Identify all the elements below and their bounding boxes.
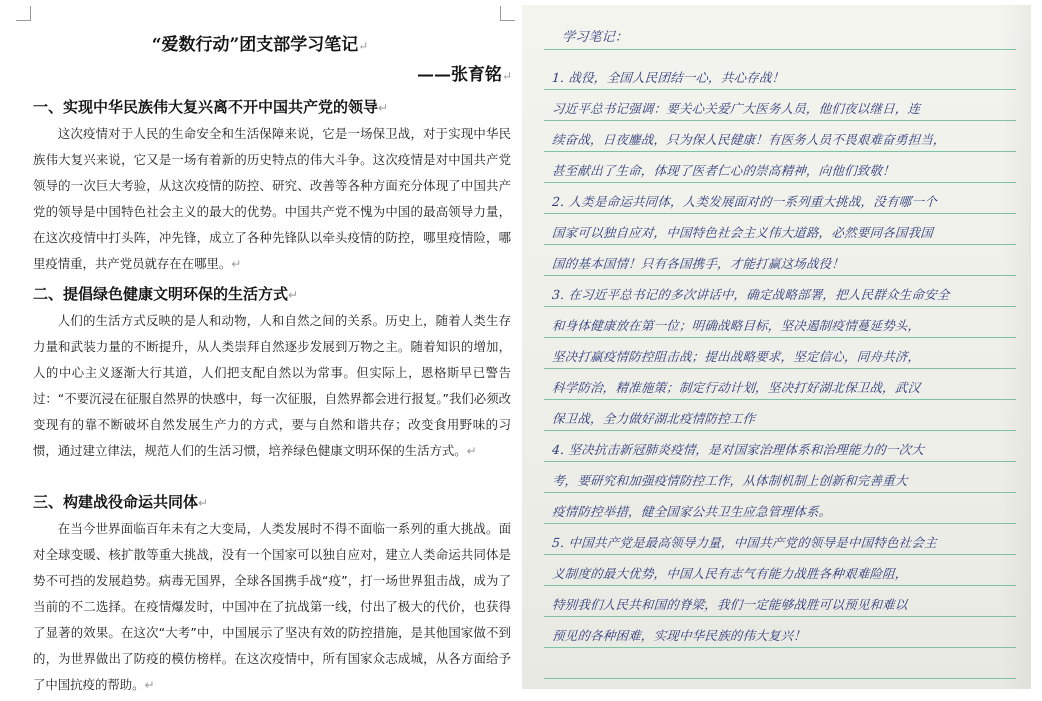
notes-line: 保卫战，全力做好湖北疫情防控工作: [551, 411, 756, 426]
paragraph-mark: ↵: [378, 101, 389, 115]
notes-line: 3. 在习近平总书记的多次讲话中，确定战略部署，把人民群众生命安全: [551, 287, 951, 302]
notes-line: 习近平总书记强调：要关心关爱广大医务人员，他们夜以继日，连: [551, 101, 921, 116]
notes-line: 2. 人类是命运共同体，人类发展面对的一系列重大挑战，没有哪一个: [551, 194, 938, 209]
notes-title: 学习笔记：: [561, 30, 629, 45]
notes-line: 考，要研究和加强疫情防控工作，从体制机制上创新和完善重大: [551, 473, 909, 488]
section-heading-text: 一、实现中华民族伟大复兴离不开中国共产党的领导: [33, 98, 379, 116]
page-corner-mark-right: [500, 6, 515, 21]
notes-line: 国家可以独自应对，中国特色社会主义伟大道路，必然要同各国我国: [551, 225, 934, 240]
typed-document: [0, 0, 520, 701]
page-corner-mark-left: [16, 6, 31, 21]
notes-line: 续奋战，日夜鏖战，只为保人民健康！有医务人员不畏艰难奋勇担当，: [551, 132, 947, 147]
paragraph-mark: ↵: [198, 496, 209, 510]
paragraph-mark: ↵: [501, 69, 512, 83]
notes-line: 1. 战役，全国人民团结一心，共心存战！: [551, 70, 785, 85]
section-body-3: [33, 516, 511, 698]
notes-line: 科学防治，精准施策；制定行动计划，坚决打好湖北保卫战，武汉: [551, 380, 921, 395]
document-author: [417, 60, 512, 85]
notes-line: 和身体健康放在第一位；明确战略目标，坚决遏制疫情蔓延势头，: [551, 318, 921, 333]
notes-line: 特别我们人民共和国的脊梁，我们一定能够战胜可以预见和难以: [551, 597, 909, 612]
document-author-text: ——张育铭: [416, 65, 502, 85]
notes-line: 国的基本国情！只有各国携手，才能打赢这场战役！: [551, 256, 845, 271]
section-body-text: 人们的生活方式反映的是人和动物，人和自然之间的关系。历史上，随着人类生存力量和武装力量的不断提升，从人类崇拜自然逐步发展到万物之主。随着知识的增加，人的中心主义逐渐大行其道，人们把支配自然以为常事。但实际上，恩格斯早已警告过：“不要沉浸在征服自然界的快感中，每一次征服，自然界都会进行报复。”我们必须改变现有的靠不断破坏自然发展生产力的方式，要与自然和谐共存；改变食用野味的习惯，通过建立律法，规范人们的生活习惯，培养绿色健康文明环保的生活方式。: [33, 313, 511, 458]
notes-line: 5. 中国共产党是最高领导力量，中国共产党的领导是中国特色社会主: [551, 535, 938, 550]
section-heading-text: 三、构建战役命运共同体: [33, 493, 199, 511]
notes-line: 疫情防控举措，健全国家公共卫生应急管理体系。: [551, 504, 832, 519]
handwritten-notes-photo: [522, 5, 1031, 689]
section-body-2: [33, 308, 511, 464]
ruled-line: [544, 678, 1016, 679]
notes-line: 甚至献出了生命，体现了医者仁心的崇高精神，向他们致敬！: [551, 163, 896, 178]
section-heading-3: [33, 491, 513, 512]
paragraph-mark: ↵: [358, 39, 369, 53]
document-title-text: “爱数行动”团支部学习笔记: [151, 35, 359, 55]
paragraph-mark: ↵: [231, 257, 242, 271]
section-body-text: 在当今世界面临百年未有之大变局，人类发展时不得不面临一系列的重大挑战。面对全球变暖、核扩散等重大挑战，没有一个国家可以独自应对，建立人类命运共同体是势不可挡的发展趋势。病毒无国界，全球各国携手战“疫”，打一场世界狙击战，成为了当前的不二选择。在疫情爆发时，中国冲在了抗战第一线，付出了极大的代价，也获得了显著的效果。在这次“大考”中，中国展示了坚决有效的防控措施，是其他国家做不到的，为世界做出了防疫的模仿榜样。在这次疫情中，所有国家众志成城，从各方面给予了中国抗疫的帮助。: [33, 521, 511, 692]
notes-line: 4. 坚决抗击新冠肺炎疫情，是对国家治理体系和治理能力的一次大: [551, 442, 925, 457]
section-heading-2: [33, 283, 513, 304]
paragraph-mark: ↵: [466, 444, 477, 458]
notes-line: 预见的各种困难，实现中华民族的伟大复兴！: [551, 628, 807, 643]
paragraph-mark: ↵: [288, 288, 299, 302]
section-body-text: 这次疫情对于人民的生命安全和生活保障来说，它是一场保卫战，对于实现中华民族伟大复兴来说，它又是一场有着新的历史特点的伟大斗争。这次疫情是对中国共产党领导的一次巨大考验，从这次疫情的防控、研究、改善等各种方面充分体现了中国共产党的领导是中国特色社会主义的最大的优势。中国共产党不愧为中国的最高领导力量，在这次疫情中打头阵，冲先锋，成立了各种先锋队以牵头疫情的防控，哪里疫情险，哪里疫情重，共产党员就存在在哪里。: [33, 126, 511, 271]
notes-line: 坚决打赢疫情防控阻击战；提出战略要求，坚定信心，同舟共济，: [551, 349, 921, 364]
notes-line: 义制度的最大优势，中国人民有志气有能力战胜各种艰难险阻，: [551, 566, 909, 581]
photo-edge-shade: [1001, 5, 1031, 689]
section-body-1: [33, 121, 511, 277]
document-title: [0, 30, 520, 55]
paragraph-mark: ↵: [144, 678, 155, 692]
section-heading-1: [33, 96, 513, 117]
section-heading-text: 二、提倡绿色健康文明环保的生活方式: [33, 285, 289, 303]
